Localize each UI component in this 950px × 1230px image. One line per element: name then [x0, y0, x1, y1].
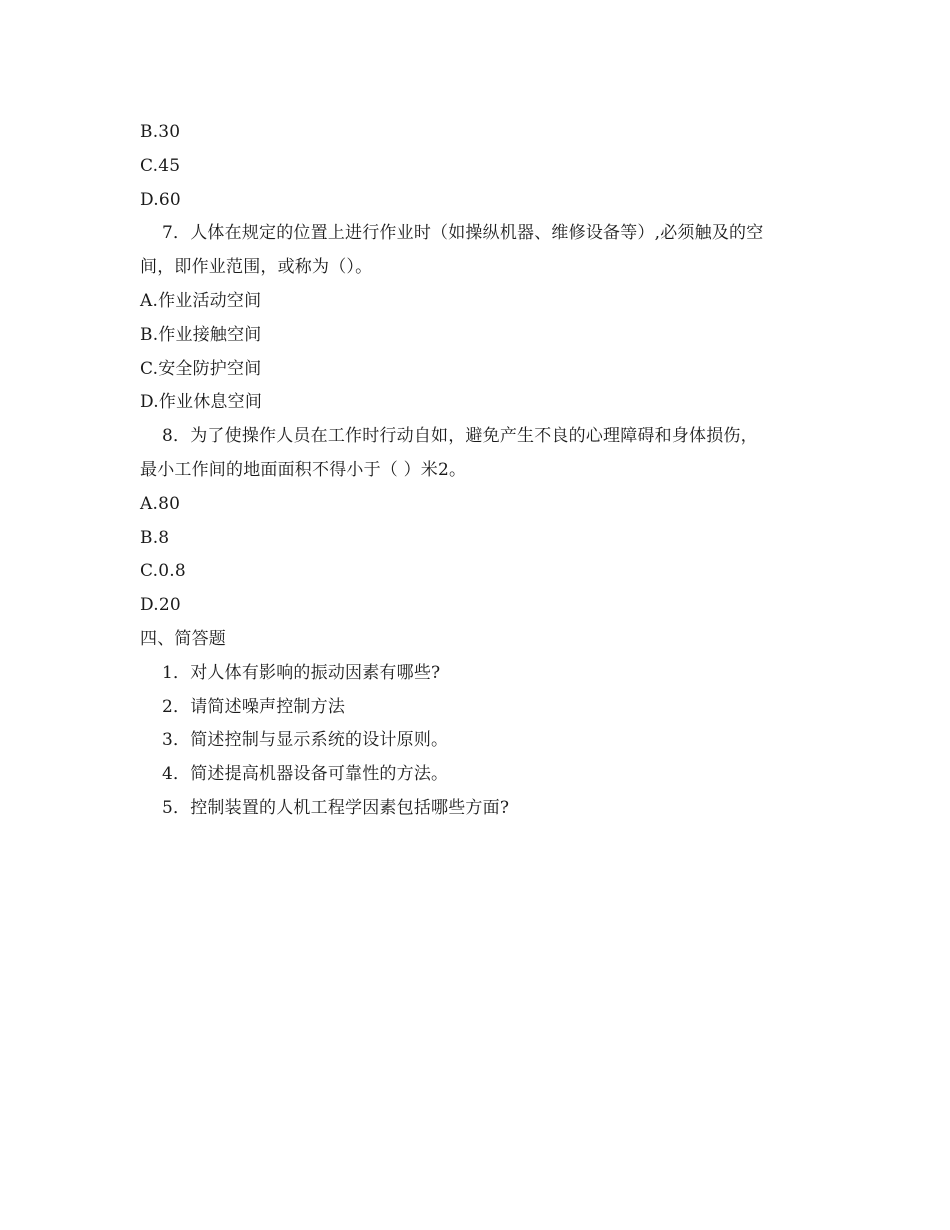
q7-option-b: B.作业接触空间 [140, 324, 262, 345]
q7-stem-line1: 7．人体在规定的位置上进行作业时（如操纵机器、维修设备等）,必须触及的空 [162, 223, 764, 244]
q7-option-a: A.作业活动空间 [140, 290, 262, 311]
section-heading: 四、简答题 [140, 628, 226, 649]
q7-option-d: D.作业休息空间 [140, 392, 263, 413]
q6-option-d: D.60 [140, 189, 181, 210]
short-answer-item: 4．简述提高机器设备可靠性的方法。 [162, 764, 449, 785]
q8-option-b: B.8 [140, 527, 170, 548]
q8-option-a: A.80 [140, 493, 181, 514]
q6-option-c: C.45 [140, 155, 181, 176]
q7-option-c: C.安全防护空间 [140, 358, 262, 379]
q8-stem-line2: 最小工作间的地面面积不得小于（ ）米2。 [140, 459, 467, 480]
short-answer-item: 1．对人体有影响的振动因素有哪些? [162, 662, 441, 683]
page-content [140, 116, 820, 826]
q8-option-d: D.20 [140, 595, 181, 616]
q6-option-b: B.30 [140, 122, 181, 142]
short-answer-item: 5．控制装置的人机工程学因素包括哪些方面? [162, 797, 510, 818]
q8-option-c: C.0.8 [140, 561, 186, 582]
short-answer-item: 3．简述控制与显示系统的设计原则。 [162, 730, 449, 751]
short-answer-item: 2．请简述噪声控制方法 [162, 696, 346, 717]
q8-stem-line1: 8．为了使操作人员在工作时行动自如，避免产生不良的心理障碍和身体损伤， [162, 426, 758, 447]
q7-stem-line2: 间，即作业范围，或称为（）。 [140, 257, 373, 278]
